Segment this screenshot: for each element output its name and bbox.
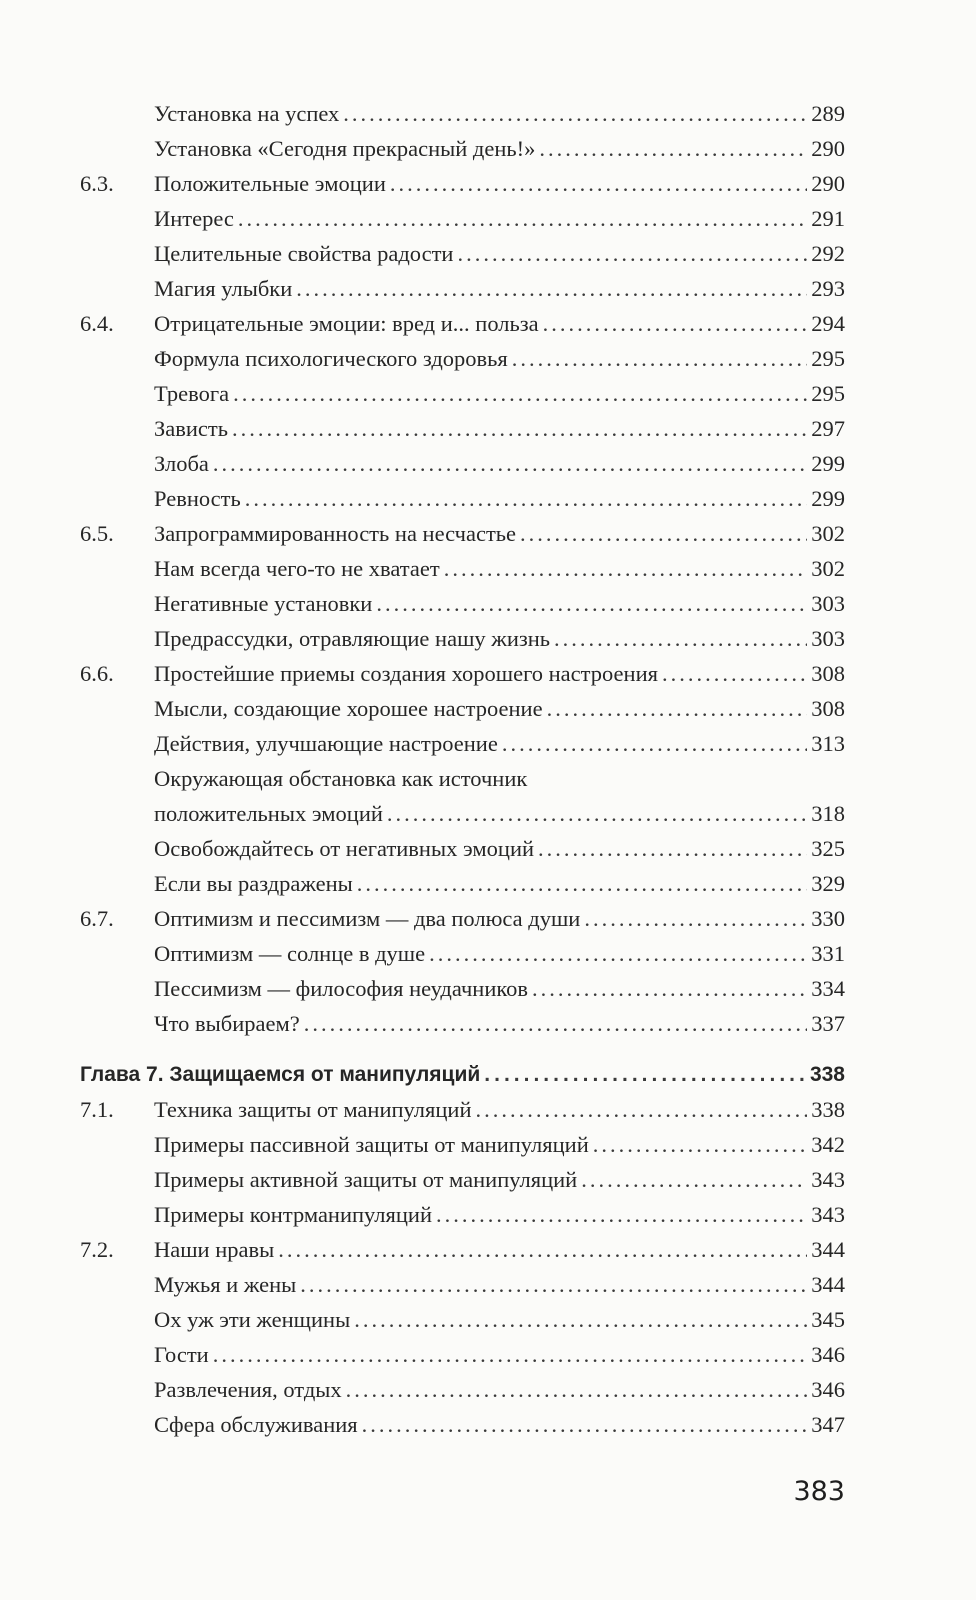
toc-section <box>80 1092 845 1127</box>
page-number: 347 <box>811 1412 845 1437</box>
page-number: 291 <box>811 206 845 231</box>
page-number: 299 <box>811 451 845 476</box>
entry-title: Нам всегда чего-то не хватает <box>154 556 440 581</box>
toc-entry <box>80 1407 845 1442</box>
page-folio-number: 383 <box>793 1476 845 1507</box>
entry-title: Злоба <box>154 451 209 476</box>
entry-title: Что выбираем? <box>154 1011 300 1036</box>
dot-leader <box>343 96 807 131</box>
toc-entry <box>80 1302 845 1337</box>
page-number: 303 <box>811 591 845 616</box>
section-number: 7.1. <box>80 1097 114 1122</box>
dot-leader <box>390 166 807 201</box>
dot-leader <box>233 376 807 411</box>
section-number: 6.5. <box>80 521 114 546</box>
page-number: 308 <box>811 696 845 721</box>
toc-entry <box>80 341 845 376</box>
page-number: 338 <box>809 1063 845 1086</box>
entry-title: Оптимизм и пессимизм — два полюса души <box>154 906 581 931</box>
page-number: 299 <box>811 486 845 511</box>
toc-entry <box>80 1267 845 1302</box>
dot-leader <box>457 236 807 271</box>
dot-leader <box>662 656 807 691</box>
toc-entry <box>80 726 845 761</box>
entry-title: Отрицательные эмоции: вред и... польза <box>154 311 539 336</box>
toc-section <box>80 1232 845 1267</box>
dot-leader <box>296 271 807 306</box>
entry-title: Формула психологического здоровья <box>154 346 508 371</box>
toc-entry <box>80 1337 845 1372</box>
toc-section <box>80 166 845 201</box>
toc-entry <box>80 271 845 306</box>
dot-leader <box>484 1057 806 1092</box>
page-number: 329 <box>811 871 845 896</box>
dot-leader <box>376 586 807 621</box>
entry-title: Наши нравы <box>154 1237 275 1262</box>
entry-title: Освобождайтесь от негативных эмоций <box>154 836 535 861</box>
page-number: 345 <box>811 1307 845 1332</box>
dot-leader <box>213 446 807 481</box>
entry-title: Оптимизм — солнце в душе <box>154 941 426 966</box>
entry-title: Примеры активной защиты от манипуляций <box>154 1167 578 1192</box>
toc-entry <box>80 866 845 901</box>
entry-title: Установка «Сегодня прекрасный день!» <box>154 136 536 161</box>
entry-title: Зависть <box>154 416 229 441</box>
toc-entry <box>80 236 845 271</box>
entry-title: Ох уж эти женщины <box>154 1307 351 1332</box>
page-number: 346 <box>811 1377 845 1402</box>
section-number: 6.7. <box>80 906 114 931</box>
dot-leader <box>538 831 807 866</box>
section-number: 6.6. <box>80 661 114 686</box>
page-number: 303 <box>811 626 845 651</box>
dot-leader <box>532 971 807 1006</box>
toc-entry <box>80 131 845 166</box>
toc-entry <box>80 411 845 446</box>
page-number: 290 <box>811 136 845 161</box>
section-number: 6.3. <box>80 171 114 196</box>
dot-leader <box>436 1197 807 1232</box>
entry-title: Тревога <box>154 381 230 406</box>
page-number: 344 <box>811 1272 845 1297</box>
dot-leader <box>232 411 807 446</box>
entry-title: Пессимизм — философия неудачников <box>154 976 529 1001</box>
dot-leader <box>593 1127 807 1162</box>
page-number: 295 <box>811 381 845 406</box>
page-number: 308 <box>811 661 845 686</box>
toc-entry <box>80 481 845 516</box>
toc-entry <box>80 936 845 971</box>
page-number: 325 <box>811 836 845 861</box>
dot-leader <box>304 1006 808 1041</box>
section-number: 6.4. <box>80 311 114 336</box>
toc-entry <box>80 551 845 586</box>
page-number: 290 <box>811 171 845 196</box>
dot-leader <box>444 551 808 586</box>
entry-title: Простейшие приемы создания хорошего настроения <box>154 661 658 686</box>
entry-title: Гости <box>154 1342 209 1367</box>
toc-entry <box>80 201 845 236</box>
dot-leader <box>554 621 807 656</box>
toc-chapter-heading <box>80 1057 845 1092</box>
page-number: 346 <box>811 1342 845 1367</box>
toc-entry <box>80 621 845 656</box>
toc-section <box>80 656 845 691</box>
page-number: 344 <box>811 1237 845 1262</box>
entry-title: Мысли, создающие хорошее настроение <box>154 696 543 721</box>
dot-leader <box>547 691 808 726</box>
entry-title: Положительные эмоции <box>154 171 386 196</box>
toc-entry <box>80 376 845 411</box>
toc-entry <box>80 831 845 866</box>
entry-title: Примеры пассивной защиты от манипуляций <box>154 1132 589 1157</box>
entry-title: Примеры контрманипуляций <box>154 1202 433 1227</box>
entry-title: Развлечения, отдых <box>154 1377 342 1402</box>
toc-entry <box>80 1127 845 1162</box>
dot-leader <box>354 1302 807 1337</box>
page-number: 292 <box>811 241 845 266</box>
dot-leader <box>429 936 807 971</box>
entry-title: Негативные установки <box>154 591 373 616</box>
toc-entry <box>80 761 845 796</box>
toc-entry <box>80 796 845 831</box>
dot-leader <box>278 1232 807 1267</box>
dot-leader <box>539 131 807 166</box>
dot-leader <box>581 1162 807 1197</box>
dot-leader <box>362 1407 808 1442</box>
entry-title: Установка на успех <box>154 101 340 126</box>
page-number: 294 <box>811 311 845 336</box>
page-number: 295 <box>811 346 845 371</box>
page-number: 289 <box>811 101 845 126</box>
toc-entry <box>80 446 845 481</box>
page-number: 302 <box>811 556 845 581</box>
dot-leader <box>512 341 807 376</box>
dot-leader <box>520 516 807 551</box>
toc-entry <box>80 1197 845 1232</box>
entry-title: Целительные свойства радости <box>154 241 454 266</box>
entry-title: Мужья и жены <box>154 1272 297 1297</box>
dot-leader <box>300 1267 807 1302</box>
toc-section <box>80 516 845 551</box>
entry-title: Окружающая обстановка как источник <box>154 766 528 791</box>
chapter-title: Глава 7. Защищаемся от манипуляций <box>80 1063 481 1086</box>
toc-entry <box>80 586 845 621</box>
toc-entry <box>80 1006 845 1041</box>
dot-leader <box>357 866 807 901</box>
dot-leader <box>245 481 807 516</box>
toc-entry <box>80 691 845 726</box>
toc-section <box>80 901 845 936</box>
entry-title: Ревность <box>154 486 241 511</box>
page-number: 318 <box>811 801 845 826</box>
dot-leader <box>238 201 807 236</box>
toc-entry <box>80 96 845 131</box>
page-number: 334 <box>811 976 845 1001</box>
page-number: 330 <box>811 906 845 931</box>
dot-leader <box>346 1372 808 1407</box>
page-number: 337 <box>811 1011 845 1036</box>
table-of-contents <box>80 96 845 1442</box>
page-number: 342 <box>811 1132 845 1157</box>
page-number: 297 <box>811 416 845 441</box>
dot-leader <box>476 1092 808 1127</box>
page-number: 302 <box>811 521 845 546</box>
toc-entry <box>80 1372 845 1407</box>
page-number: 338 <box>811 1097 845 1122</box>
page-number: 293 <box>811 276 845 301</box>
entry-title: Магия улыбки <box>154 276 293 301</box>
page-number: 343 <box>811 1202 845 1227</box>
page-number: 313 <box>811 731 845 756</box>
toc-entry <box>80 1162 845 1197</box>
dot-leader <box>213 1337 808 1372</box>
dot-leader <box>387 796 807 831</box>
entry-title: Если вы раздражены <box>154 871 353 896</box>
entry-title: Интерес <box>154 206 234 231</box>
entry-title: Предрассудки, отравляющие нашу жизнь <box>154 626 551 651</box>
entry-title: Техника защиты от манипуляций <box>154 1097 472 1122</box>
section-number: 7.2. <box>80 1237 114 1262</box>
dot-leader <box>502 726 807 761</box>
entry-title: положительных эмоций <box>154 801 383 826</box>
dot-leader <box>584 901 807 936</box>
entry-title: Запрограммированность на несчастье <box>154 521 517 546</box>
toc-entry <box>80 971 845 1006</box>
page-number: 331 <box>811 941 845 966</box>
toc-section <box>80 306 845 341</box>
entry-title: Действия, улучшающие настроение <box>154 731 498 756</box>
page-number: 343 <box>811 1167 845 1192</box>
dot-leader <box>543 306 808 341</box>
entry-title: Сфера обслуживания <box>154 1412 358 1437</box>
